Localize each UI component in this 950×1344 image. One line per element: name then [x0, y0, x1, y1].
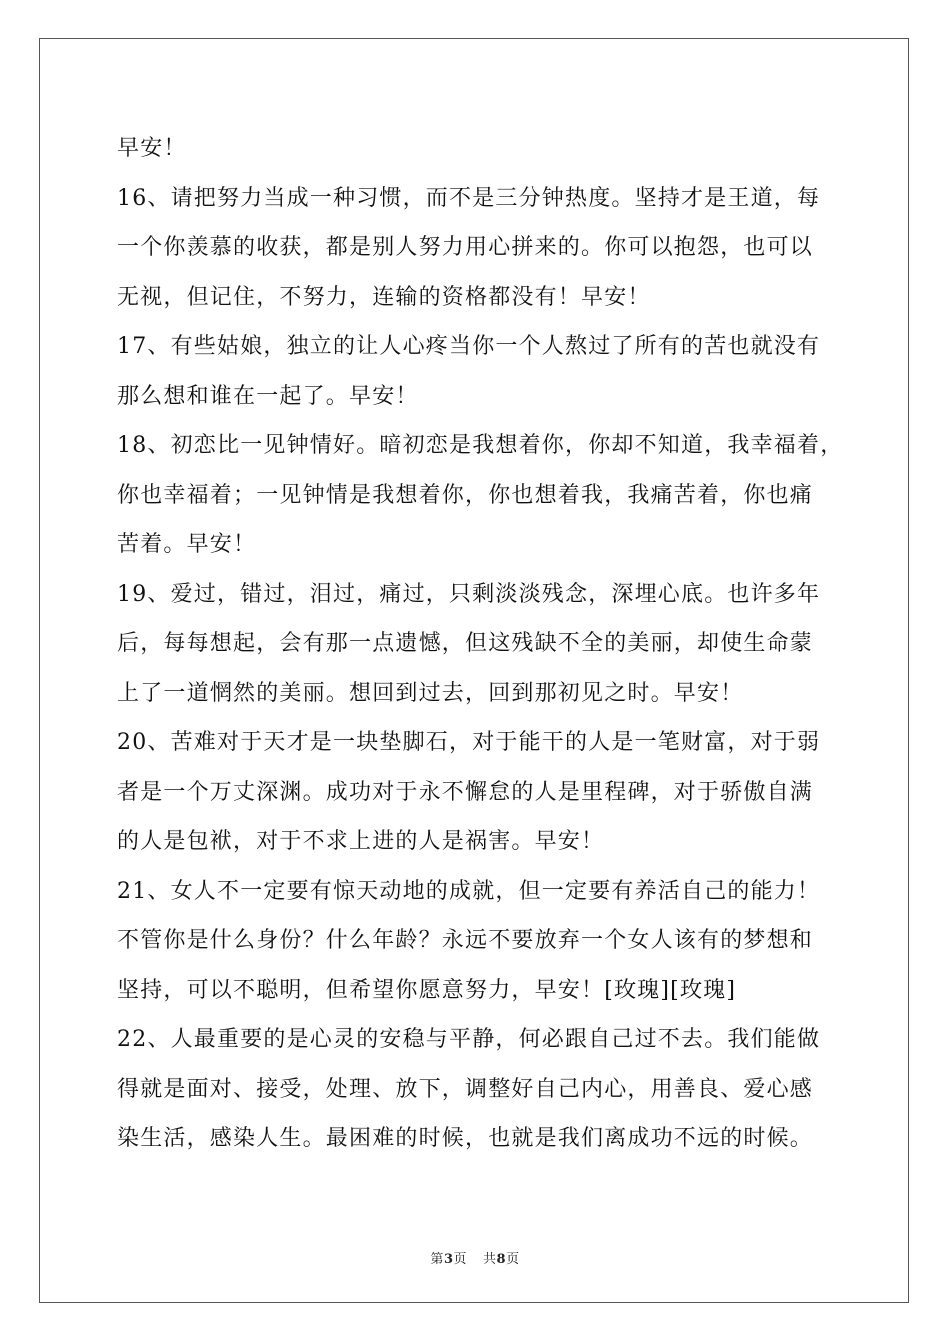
text-line: 坚持，可以不聪明，但希望你愿意努力，早安！[玫瑰][玫瑰]: [117, 977, 737, 1003]
page-number-suffix: 页: [453, 1252, 467, 1267]
text-line: 不管你是什么身份？什么年龄？永远不要放弃一个女人该有的梦想和: [117, 928, 814, 953]
page-footer: [0, 1248, 950, 1267]
text-line: 18、初恋比一见钟情好。暗初恋是我想着你，你却不知道，我幸福着，: [117, 433, 844, 458]
document-body: [117, 124, 844, 1164]
total-pages-prefix: 共: [483, 1252, 497, 1267]
current-page-number: 3: [443, 1252, 454, 1267]
text-line: 苦着。早安！: [117, 532, 257, 557]
text-line: 上了一道惘然的美丽。想回到过去，回到那初见之时。早安！: [117, 680, 744, 706]
text-line: 那么想和谁在一起了。早安！: [117, 383, 419, 409]
total-pages-suffix: 页: [506, 1252, 520, 1267]
page-number-prefix: 第: [430, 1252, 444, 1267]
text-line: 22、人最重要的是心灵的安稳与平静，何必跟自己过不去。我们能做: [117, 1027, 821, 1052]
text-line: 的人是包袱，对于不求上进的人是祸害。早安！: [117, 829, 605, 854]
text-line: 17、有些姑娘，独立的让人心疼当你一个人熬过了所有的苦也就没有: [117, 334, 821, 359]
text-line: 得就是面对、接受，处理、放下，调整好自己内心，用善良、爱心感: [117, 1076, 814, 1102]
text-line: 早安！: [117, 136, 187, 161]
text-line: 无视，但记住，不努力，连输的资格都没有！早安！: [117, 284, 651, 310]
text-line: 19、爱过，错过，泪过，痛过，只剩淡淡残念，深埋心底。也许多年: [117, 581, 821, 607]
text-line: 后，每每想起，会有那一点遗憾，但这残缺不全的美丽，却使生命蒙: [117, 631, 814, 656]
total-page-count: 8: [496, 1252, 507, 1267]
text-line: 16、请把努力当成一种习惯，而不是三分钟热度。坚持才是王道，每: [117, 185, 821, 211]
text-line: 20、苦难对于天才是一块垫脚石，对于能干的人是一笔财富，对于弱: [117, 730, 821, 755]
text-line: 染生活，感染人生。最困难的时候，也就是我们离成功不远的时候。: [117, 1126, 814, 1151]
text-line: 你也幸福着；一见钟情是我想着你，你也想着我，我痛苦着，你也痛: [117, 482, 814, 508]
text-line: 21、女人不一定要有惊天动地的成就，但一定要有养活自己的能力！: [117, 878, 821, 904]
text-line: 者是一个万丈深渊。成功对于永不懈怠的人是里程碑，对于骄傲自满: [117, 779, 814, 805]
text-line: 一个你羡慕的收获，都是别人努力用心拼来的。你可以抱怨，也可以: [117, 235, 814, 260]
